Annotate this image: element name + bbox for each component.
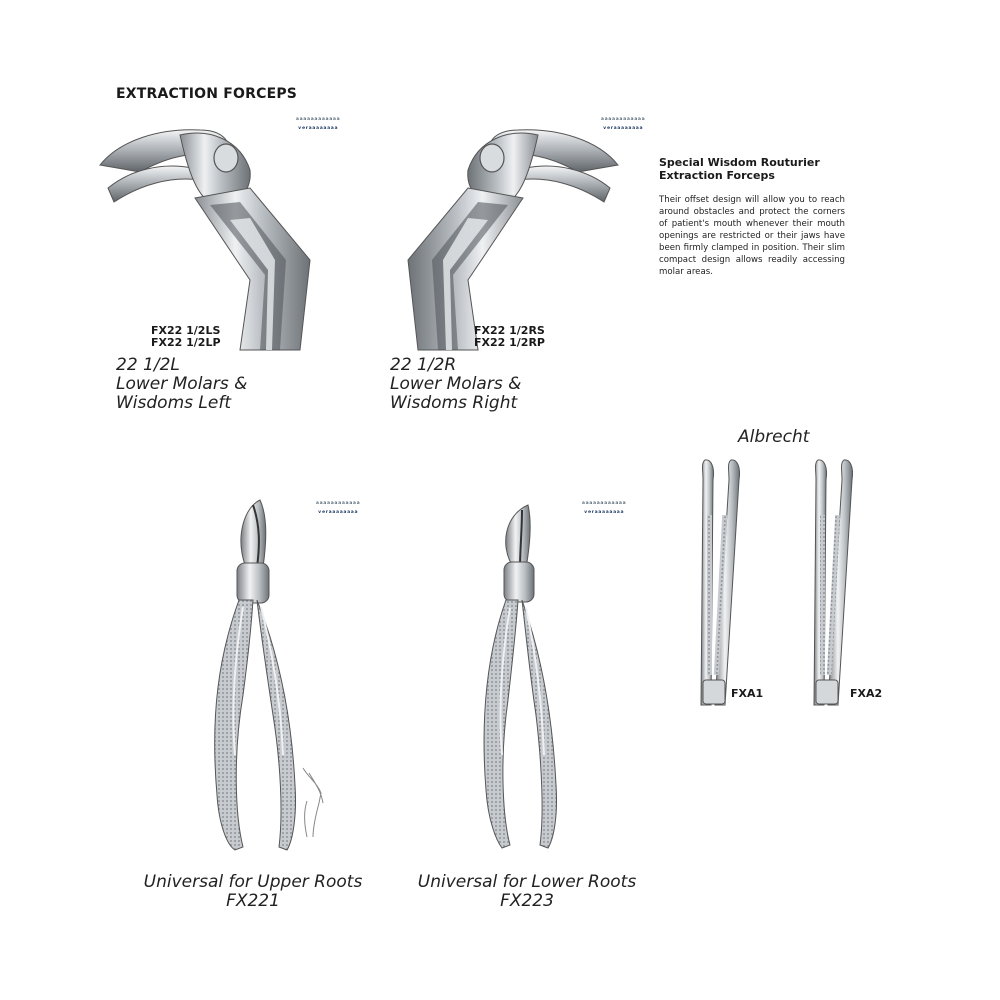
product-codes [474, 325, 545, 349]
product-caption [402, 873, 652, 911]
albrecht-code: FXA1 [731, 687, 764, 700]
forceps-22-half-l-image [100, 110, 330, 350]
product-code: FX22 1/2LS [151, 324, 221, 337]
brand-logo-line1: ₐₐₐₐₐₐₐₐₐₐₐₐ [581, 498, 627, 506]
brand-logo-line1: ₐₐₐₐₐₐₐₐₐₐₐₐ [600, 114, 646, 122]
forceps-22-half-r-image [388, 110, 618, 350]
sidebar-body: Their offset design will allow you to reach around obstacles and protect the corners of patient's mouth whenever their mouth openings are restricted or their jaws have been firmly clamped in position. Their slim compact design allows readily accessing molar areas. [659, 195, 845, 277]
albrecht-fxa2-image [806, 455, 866, 710]
brand-logo [270, 112, 366, 134]
brand-logo-line2: ᵥₑᵣₐₐₐₐₐₐₐₐ [583, 507, 625, 515]
albrecht-title: Albrecht [738, 427, 810, 447]
product-caption [116, 356, 247, 413]
product-caption-line: Wisdoms Right [390, 393, 518, 413]
product-caption-line: 22 1/2L [116, 355, 180, 375]
brand-logo-line2: ᵥₑᵣₐₐₐₐₐₐₐₐ [602, 123, 644, 131]
upper-root-diagram-icon [293, 763, 329, 839]
albrecht-code: FXA2 [850, 687, 883, 700]
product-caption-line: FX221 [226, 891, 280, 911]
product-codes [151, 325, 221, 349]
forceps-fx223-image [470, 500, 590, 855]
sidebar-title: Special Wisdom Routurier Extraction Forceps [659, 156, 820, 182]
page-heading: EXTRACTION FORCEPS [116, 86, 298, 102]
brand-logo [556, 496, 652, 518]
product-caption-line: FX223 [500, 891, 554, 911]
brand-logo [575, 112, 671, 134]
product-code: FX22 1/2RP [474, 336, 545, 349]
product-caption [128, 873, 378, 911]
brand-logo-line2: ᵥₑᵣₐₐₐₐₐₐₐₐ [317, 507, 359, 515]
product-code: FX22 1/2RS [474, 324, 545, 337]
product-code: FX22 1/2LP [151, 336, 221, 349]
brand-logo-line1: ₐₐₐₐₐₐₐₐₐₐₐₐ [315, 498, 361, 506]
product-caption-line: Lower Molars & [116, 374, 248, 394]
product-caption-line: Universal for Upper Roots [143, 872, 363, 892]
product-caption-line: Lower Molars & [390, 374, 522, 394]
albrecht-fxa1-image [695, 455, 755, 710]
brand-logo [290, 496, 386, 518]
product-caption-line: Universal for Lower Roots [417, 872, 637, 892]
product-caption [390, 356, 521, 413]
brand-logo-line1: ₐₐₐₐₐₐₐₐₐₐₐₐ [295, 114, 341, 122]
product-caption-line: Wisdoms Left [116, 393, 231, 413]
product-caption-line: 22 1/2R [390, 355, 457, 375]
brand-logo-line2: ᵥₑᵣₐₐₐₐₐₐₐₐ [297, 123, 339, 131]
